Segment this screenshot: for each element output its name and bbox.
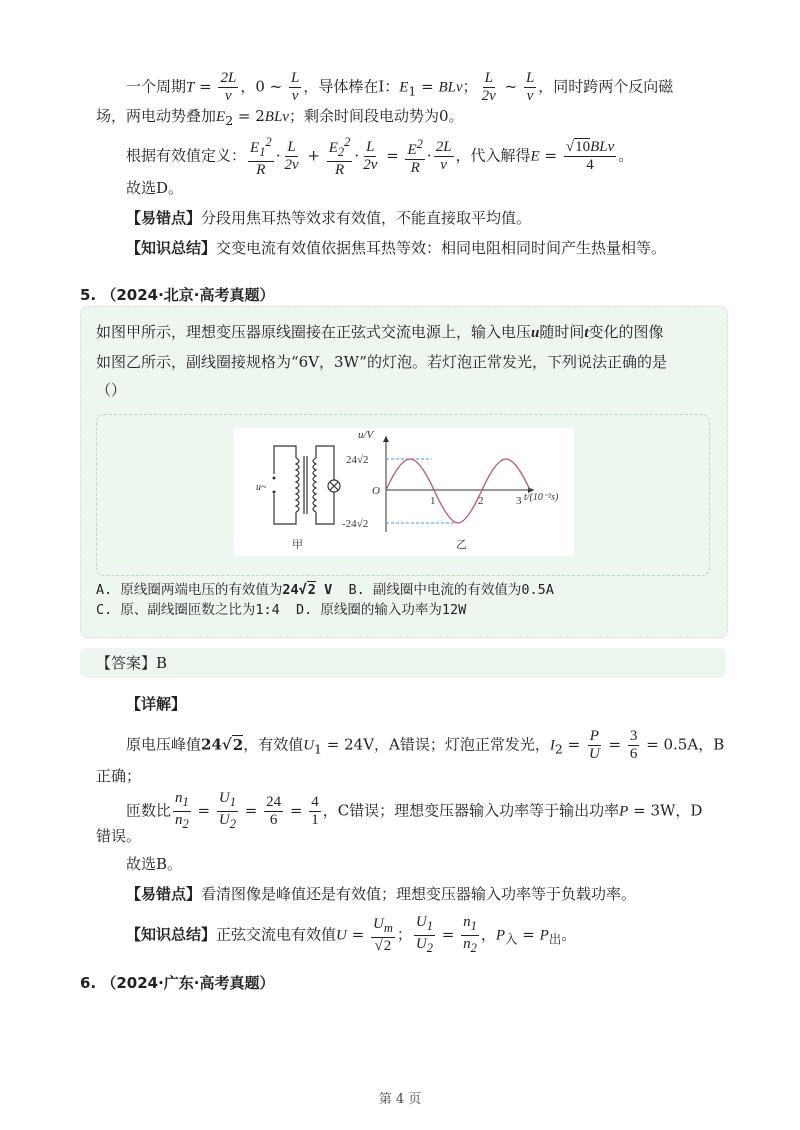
text: ，有效值: [243, 735, 304, 754]
text: 原电压峰值: [126, 735, 202, 754]
tip-text: 看清图像是峰值还是有效值；理想变压器输入功率等于负载功率。: [201, 885, 637, 903]
text: 变化的图像: [588, 323, 664, 341]
y-min-label: -24√2: [342, 518, 369, 530]
detail-label: 【详解】: [126, 695, 187, 713]
option-c[interactable]: C. 原、副线圈匝数之比为1:4: [96, 602, 280, 618]
y-max-label: 24√2: [346, 454, 369, 466]
text-line: 场，两电动势叠加$E_2 = 2BLv$；剩余时间段电动势为0。: [96, 107, 464, 128]
text: 随时间: [539, 323, 585, 341]
text: 根据有效值定义：: [126, 146, 247, 165]
question-stem: 如图甲所示，理想变压器原线圈接在正弦式交流电源上，输入电压u随时间t变化的图像: [96, 323, 664, 341]
option-b[interactable]: B. 副线圈中电流的有效值为0.5A: [348, 582, 554, 598]
label-jia: 甲: [292, 538, 303, 551]
label-yi: 乙: [456, 538, 467, 551]
question-stem: （）: [96, 381, 127, 399]
tip-label: 【易错点】: [126, 209, 202, 227]
option-a[interactable]: A. 原线圈两端电压的有效值为: [96, 582, 283, 598]
text: 一个周期: [126, 77, 187, 96]
waveform-graph: [383, 436, 534, 532]
tick-label: 3: [516, 495, 522, 507]
terminal-dot: [273, 491, 276, 494]
text: 。: [618, 146, 634, 165]
transformer-circuit: [274, 446, 340, 524]
text: ，D: [675, 801, 703, 820]
figure: [234, 428, 574, 556]
text: ；剩余时间段电动势为0。: [288, 107, 464, 125]
text: ，B: [698, 735, 725, 754]
text: ，A错误；灯泡正常发光，: [374, 735, 550, 754]
detail-line: 原电压峰值24√2，有效值$U_1 = 24V$，A错误；灯泡正常发光，$I_2$ = $\frac{P}{U}$ = $\frac{3}{6}$ = 0.5A，B: [126, 728, 725, 762]
tip-line: [126, 206, 531, 230]
source-label: u~: [256, 482, 267, 493]
text: 如图甲所示，理想变压器原线圈接在正弦式交流电源上，输入电压: [96, 323, 532, 341]
text: ，同时跨两个反向磁: [538, 77, 674, 96]
x-axis-label: t/(10⁻²s): [524, 492, 559, 503]
choose-b: 故选B。: [126, 855, 183, 873]
question-6-heading: 6. （2024·广东·高考真题）: [80, 974, 275, 992]
summary-label: 【知识总结】: [126, 925, 217, 944]
text-line: 一个周期T = $\frac{2L}{v}$ ，0 ~ $\frac{L}{v}$ ，导体棒在I：$E_1$ = BLv； $\frac{L}{2v}$ ~ $\frac{L}{v}$ ，同时跨两个反向磁: [126, 70, 674, 104]
text: ，C错误；理想变压器输入功率等于输出功率: [322, 801, 620, 820]
summary-label: 【知识总结】: [126, 239, 217, 257]
text: 匝数比: [126, 801, 172, 820]
option-a-b: A. 原线圈两端电压的有效值为24√2 V B. 副线圈中电流的有效值为0.5A: [96, 582, 554, 598]
option-d[interactable]: D. 原线圈的输入功率为12W: [296, 602, 467, 618]
tick-label: 1: [430, 495, 436, 507]
detail-line: 正确；: [96, 767, 142, 785]
figure-svg: [234, 428, 574, 556]
tip-line: [126, 882, 636, 906]
y-axis-label: u/V: [358, 429, 374, 441]
text: ，代入解得: [455, 146, 531, 165]
text: 场，两电动势叠加: [96, 107, 217, 125]
text-line: 根据有效值定义： $\frac{E_1^2}{R}$ · $\frac{L}{2v}$ + $\frac{E_2^2}{R}$ · $\frac{L}{2v}$ = $\frac{E^2}{R}$ · $\frac{2L}{v}$ ，代入解得E = $\frac{\text{√10BLv}}{4}$ 。: [126, 135, 634, 178]
option-c-d: [96, 600, 466, 620]
detail-line: 错误。: [96, 827, 142, 845]
tip-label: 【易错点】: [126, 885, 202, 903]
detail-line: 匝数比 $\frac{n_1}{n_2}$ = $\frac{U_1}{U_2}$ = $\frac{24}{6}$ = $\frac{4}{1}$ ，C错误；理想变压器输入功率等于输出功率P = 3W，D: [126, 790, 703, 831]
text: ，导体棒在I：: [303, 77, 400, 96]
terminal-dot: [273, 477, 276, 480]
question-stem: 如图乙所示，副线圈接规格为“6V，3W”的灯泡。若灯泡正常发光，下列说法正确的是: [96, 353, 667, 371]
tip-text: 分段用焦耳热等效求有效值，不能直接取平均值。: [201, 209, 532, 227]
tick-label: 2: [478, 495, 484, 507]
answer: 【答案】B: [96, 654, 168, 672]
question-5-heading: 5. （2024·北京·高考真题）: [80, 286, 275, 304]
answer-bar: [80, 648, 726, 678]
summary-line: [126, 236, 666, 260]
summary-text: 正弦交流电有效值: [216, 925, 337, 944]
origin-label: O: [372, 485, 380, 497]
page-number: 第 4 页: [378, 1092, 422, 1107]
summary-text: 交变电流有效值依据焦耳热等效：相同电阻相同时间产生热量相等。: [216, 239, 667, 257]
summary-line: 【知识总结】正弦交流电有效值U = $\frac{U_m}{√2}$ ； $\frac{U_1}{U_2}$ = $\frac{n_1}{n_2}$ ，$P_入 = P_出$。: [126, 914, 577, 955]
choose-d: 故选D。: [126, 179, 184, 197]
